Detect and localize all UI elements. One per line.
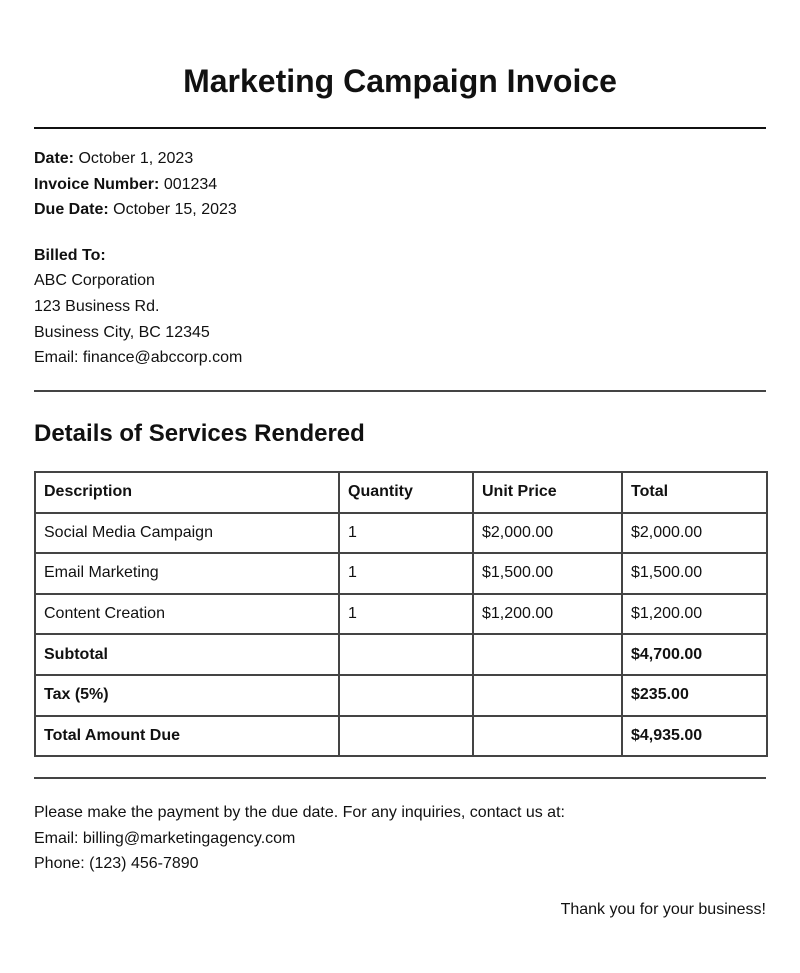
total-due-label: Total Amount Due <box>35 716 339 757</box>
row-quantity: 1 <box>339 553 473 594</box>
table-divider <box>34 777 766 779</box>
header-total: Total <box>622 472 767 513</box>
table-header-row <box>35 472 767 513</box>
row-description: Social Media Campaign <box>35 513 339 554</box>
row-total: $2,000.00 <box>622 513 767 554</box>
subtotal-value: $4,700.00 <box>622 634 767 675</box>
table-row <box>35 513 767 554</box>
services-title: Details of Services Rendered <box>34 420 365 447</box>
row-unit-price: $1,200.00 <box>473 594 622 635</box>
billed-to-address2: Business City, BC 12345 <box>34 324 210 341</box>
billed-to-name: ABC Corporation <box>34 272 155 289</box>
services-table <box>34 471 768 757</box>
row-description: Content Creation <box>35 594 339 635</box>
row-total: $1,500.00 <box>622 553 767 594</box>
empty-cell <box>473 634 622 675</box>
empty-cell <box>473 716 622 757</box>
invoice-number-value: 001234 <box>163 176 218 193</box>
row-quantity: 1 <box>339 513 473 554</box>
due-date-value: October 15, 2023 <box>113 201 237 218</box>
invoice-page <box>34 0 766 918</box>
billed-to-address1: 123 Business Rd. <box>34 298 160 315</box>
header-description: Description <box>35 472 339 513</box>
row-description: Email Marketing <box>35 553 339 594</box>
row-unit-price: $2,000.00 <box>473 513 622 554</box>
invoice-number-label: Invoice Number: <box>34 176 160 193</box>
thank-you-note: Thank you for your business! <box>560 901 766 918</box>
total-due-value: $4,935.00 <box>622 716 767 757</box>
table-row <box>35 553 767 594</box>
due-date-label: Due Date: <box>34 201 109 218</box>
empty-cell <box>339 716 473 757</box>
total-due-row <box>35 716 767 757</box>
payment-note: Please make the payment by the due date. For any inquiries, contact us at: <box>34 804 565 821</box>
subtotal-label: Subtotal <box>35 634 339 675</box>
table-row <box>35 594 767 635</box>
empty-cell <box>339 634 473 675</box>
empty-cell <box>339 675 473 716</box>
subtotal-row <box>35 634 767 675</box>
row-quantity: 1 <box>339 594 473 635</box>
header-quantity: Quantity <box>339 472 473 513</box>
billed-to-label: Billed To: <box>34 247 106 264</box>
title-divider <box>34 127 766 129</box>
tax-row <box>35 675 767 716</box>
header-unit-price: Unit Price <box>473 472 622 513</box>
date-label: Date: <box>34 150 75 167</box>
row-unit-price: $1,500.00 <box>473 553 622 594</box>
due-date-line <box>34 200 237 220</box>
date-line <box>34 149 193 169</box>
contact-email: Email: billing@marketingagency.com <box>34 830 296 847</box>
invoice-title: Marketing Campaign Invoice <box>183 63 617 99</box>
tax-label: Tax (5%) <box>35 675 339 716</box>
billed-to-email: Email: finance@abccorp.com <box>34 349 243 366</box>
contact-phone: Phone: (123) 456-7890 <box>34 855 199 872</box>
billing-divider <box>34 390 766 392</box>
row-total: $1,200.00 <box>622 594 767 635</box>
empty-cell <box>473 675 622 716</box>
date-value: October 1, 2023 <box>78 150 194 167</box>
tax-value: $235.00 <box>622 675 767 716</box>
invoice-number-line <box>34 175 217 195</box>
